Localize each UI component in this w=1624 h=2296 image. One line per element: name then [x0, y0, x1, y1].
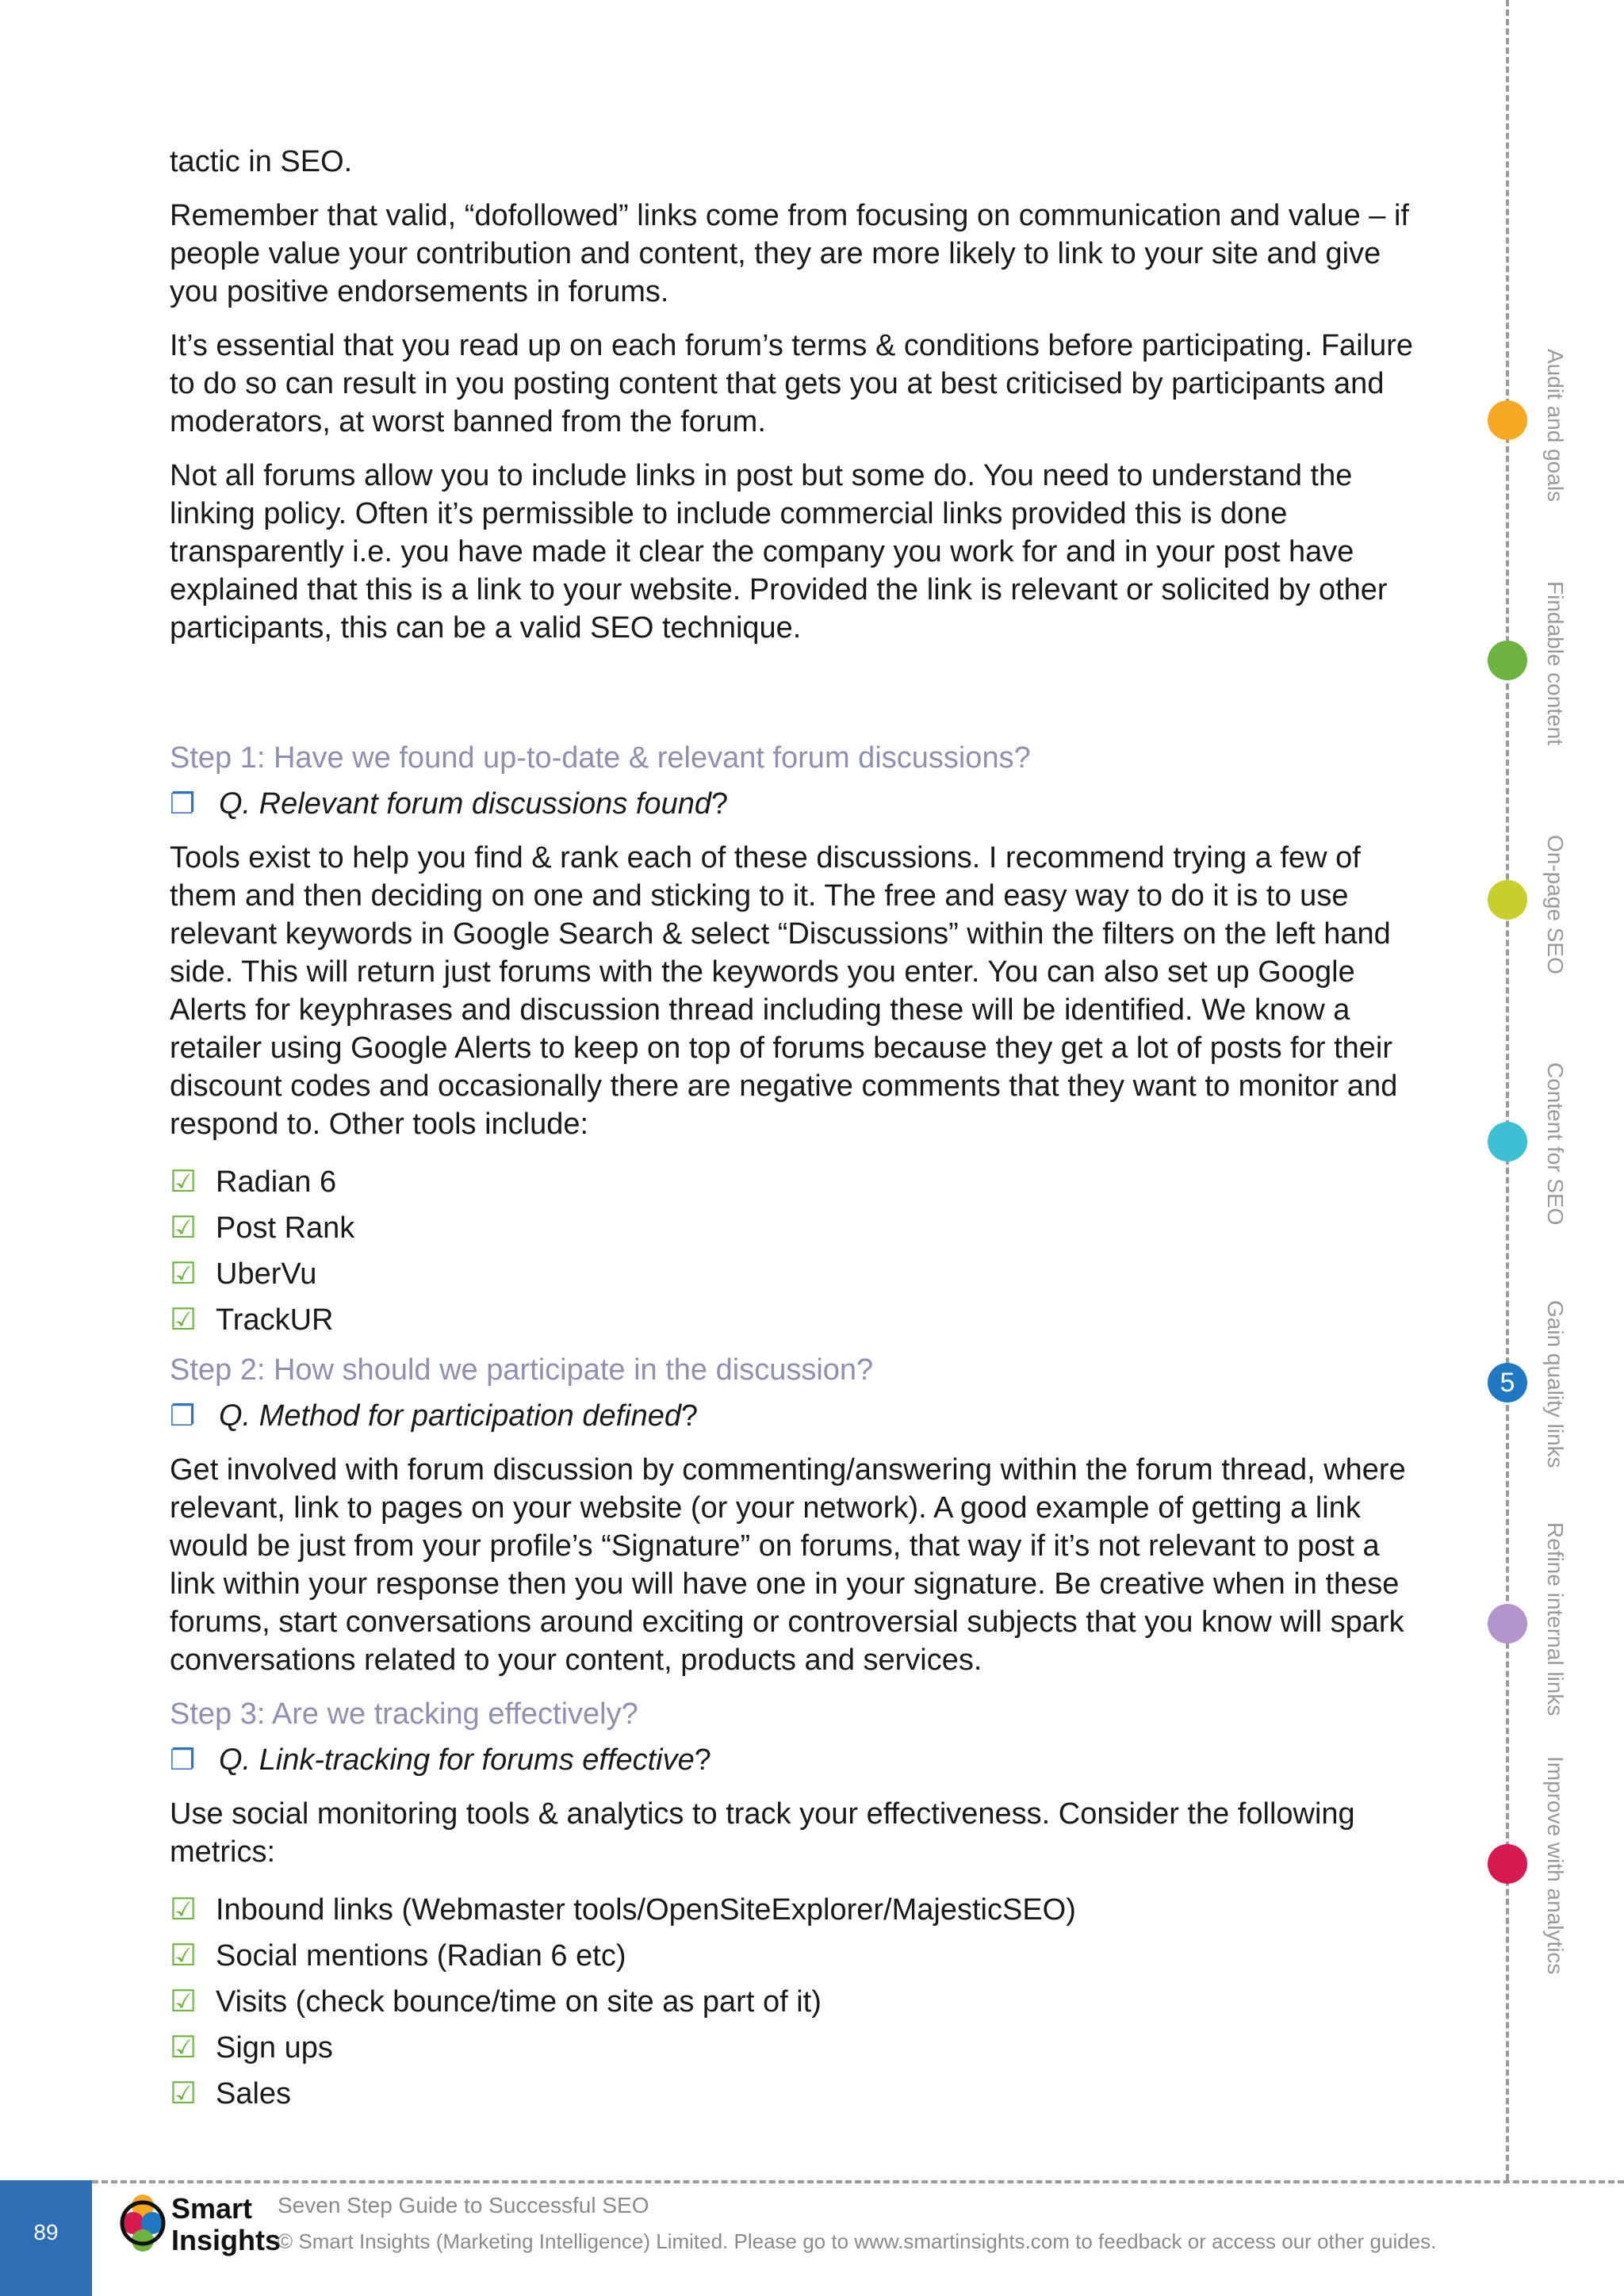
step1-paragraph: Tools exist to help you find & rank each of these discussions. I recommend trying a few of them and then deciding on one and sticking to it. The free and easy way to do it is to use relevant keywords in Google Search & select “Discussions” within the filters on the left hand side. This will return just forums with the keywords you enter. You can also set up Google Alerts for keyphrases and discussion thread including these will be identified. We know a retailer using Google Alerts to keep on top of forums because they get a lot of posts for their discount codes and occasionally there are negative comments that they want to monitor and respond to. Other tools include:	[170, 841, 1398, 1141]
list-item	[170, 1159, 1423, 1205]
list-item-text: Visits (check bounce/time on site as part of it)	[216, 1985, 822, 2019]
list-item-text: Radian 6	[216, 1165, 337, 1199]
list-item	[170, 2025, 1423, 2071]
step-label-content[interactable]: Content for SEO	[1543, 1062, 1568, 1226]
list-item-text: TrackUR	[216, 1303, 334, 1337]
step1-question	[170, 785, 1423, 823]
list-item	[170, 1887, 1423, 1933]
checked-box-icon: ☑	[170, 1985, 197, 2019]
checked-box-icon: ☑	[170, 1939, 197, 1973]
page-number: 89	[0, 2180, 92, 2296]
step-dot-internal[interactable]	[1488, 1604, 1527, 1644]
step3-paragraph: Use social monitoring tools & analytics to track your effectiveness. Consider the following metrics:	[170, 1797, 1355, 1869]
checked-box-icon: ☑	[170, 2031, 197, 2064]
list-item-text: Post Rank	[216, 1211, 355, 1245]
paragraph-intro: tactic in SEO.	[170, 145, 353, 178]
checkbox-empty-icon[interactable]: ❐	[170, 1743, 196, 1776]
list-item-text: Social mentions (Radian 6 etc)	[216, 1939, 626, 1973]
step-label-audit[interactable]: Audit and goals	[1543, 349, 1568, 503]
paragraph-linking-policy: Not all forums allow you to include links in post but some do. You need to understand the linking policy. Often it’s permissible to include commercial links provided this is done transparently i.e. you have made it clear the company you work for and in your post have explained that this is a link to your website. Provided the link is relevant or solicited by other participants, this can be a valid SEO technique.	[170, 459, 1388, 645]
question-mark: ?	[681, 1399, 699, 1433]
metrics-list	[170, 1887, 1423, 2117]
step3-question-text: Q. Link-tracking for forums effective	[219, 1743, 695, 1777]
step2-question-text: Q. Method for participation defined	[219, 1399, 682, 1433]
logo-wordmark	[171, 2193, 281, 2256]
step-label-internal[interactable]: Refine internal links	[1543, 1522, 1568, 1716]
step2-question	[170, 1397, 1423, 1435]
step-label-onpage[interactable]: On-page SEO	[1543, 835, 1568, 974]
tools-list	[170, 1159, 1423, 1343]
checkbox-empty-icon[interactable]: ❐	[170, 1399, 196, 1432]
logo-word-smart: Smart	[171, 2192, 253, 2225]
step2-heading: Step 2: How should we participate in the discussion?	[170, 1353, 874, 1387]
list-item-text: Inbound links (Webmaster tools/OpenSiteExplorer/MajesticSEO)	[216, 1893, 1076, 1927]
paragraph-terms: It’s essential that you read up on each forum’s terms & conditions before participating. Failure to do so can result in you posting content that gets you at best criticised by participants and moderators, at worst banned from the forum.	[170, 329, 1414, 438]
step1-heading: Step 1: Have we found up-to-date & relevant forum discussions?	[170, 741, 1031, 775]
checked-box-icon: ☑	[170, 2077, 197, 2110]
step-label-findable[interactable]: Findable content	[1543, 581, 1568, 746]
logo-mark-icon	[119, 2190, 170, 2261]
step-dot-findable[interactable]	[1488, 641, 1527, 680]
list-item	[170, 1297, 1423, 1343]
footer-guide-title: Seven Step Guide to Successful SEO	[278, 2193, 649, 2218]
list-item	[170, 1979, 1423, 2025]
logo-word-insights: Insights	[171, 2224, 282, 2256]
section-spacer	[170, 663, 1423, 739]
step-dot-audit[interactable]	[1488, 400, 1527, 440]
smart-insights-logo[interactable]	[119, 2190, 282, 2264]
step3-heading: Step 3: Are we tracking effectively?	[170, 1697, 638, 1731]
question-mark: ?	[694, 1743, 711, 1777]
step-dot-onpage[interactable]	[1488, 880, 1527, 920]
step-dot-links-current[interactable]: 5	[1488, 1363, 1527, 1402]
checked-box-icon: ☑	[170, 1211, 197, 1245]
paragraph-dofollow: Remember that valid, “dofollowed” links come from focusing on communication and value – if people value your contribution and content, they are more likely to link to your site and give you positive endorsements in forums.	[170, 199, 1409, 308]
list-item	[170, 1205, 1423, 1251]
step-label-analytics[interactable]: Improve with analytics	[1543, 1756, 1568, 1975]
checked-box-icon: ☑	[170, 1893, 197, 1927]
step3-question	[170, 1741, 1423, 1779]
list-item-text: Sign ups	[216, 2031, 333, 2064]
main-content	[170, 143, 1423, 2125]
step-dot-analytics[interactable]	[1488, 1844, 1527, 1884]
list-item	[170, 2071, 1423, 2117]
footer-divider	[92, 2180, 1624, 2183]
footer-copyright: © Smart Insights (Marketing Intelligence) Limited. Please go to www.smartinsights.com to feedback or access our other guides.	[278, 2229, 1437, 2253]
list-item	[170, 1933, 1423, 1979]
checked-box-icon: ☑	[170, 1257, 197, 1291]
step-dot-content[interactable]	[1488, 1122, 1527, 1161]
question-mark: ?	[710, 787, 729, 821]
list-item-text: UberVu	[216, 1257, 317, 1291]
checkbox-empty-icon[interactable]: ❐	[170, 787, 196, 820]
step1-question-text: Q. Relevant forum discussions found	[219, 787, 711, 821]
step-label-links[interactable]: Gain quality links	[1543, 1300, 1568, 1468]
list-item-text: Sales	[216, 2077, 292, 2110]
checked-box-icon: ☑	[170, 1165, 197, 1199]
list-item	[170, 1251, 1423, 1297]
checked-box-icon: ☑	[170, 1303, 197, 1337]
step2-paragraph: Get involved with forum discussion by commenting/answering within the forum thread, where relevant, link to pages on your website (or your network). A good example of getting a link would be just from your profile’s “Signature” on forums, that way if it’s not relevant to post a link within your response then you will have one in your signature. Be creative when in these forums, start conversations around exciting or controversial subjects that you know will spark conversations related to your content, products and services.	[170, 1453, 1406, 1677]
